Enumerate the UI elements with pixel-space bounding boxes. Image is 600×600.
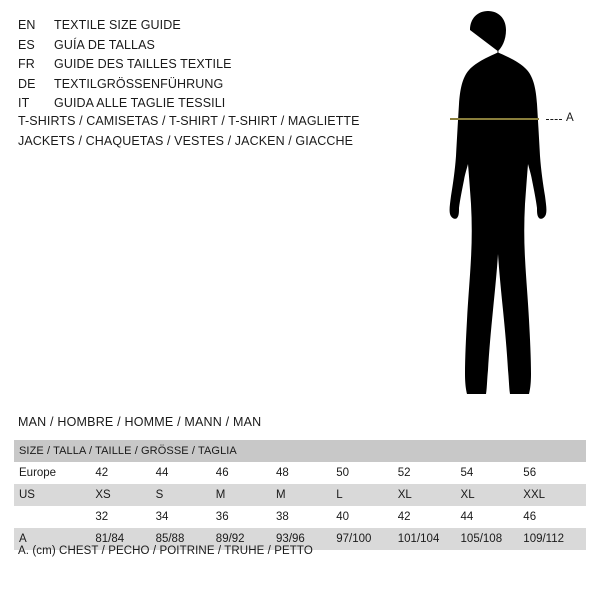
- language-row: [18, 94, 378, 114]
- language-list: [18, 16, 378, 114]
- cell-value: XS: [95, 484, 155, 506]
- category-line-tshirts: T-SHIRTS / CAMISETAS / T-SHIRT / T-SHIRT / MAGLIETTE: [18, 114, 360, 128]
- language-row: [18, 16, 378, 36]
- language-text: GUIDE DES TAILLES TEXTILE: [54, 57, 232, 71]
- cell-value: XL: [461, 484, 524, 506]
- cell-value: 85/88: [156, 528, 216, 550]
- cell-value: 56: [523, 462, 586, 484]
- table-row: [14, 484, 586, 506]
- cell-value: 46: [523, 506, 586, 528]
- cell-value: 105/108: [461, 528, 524, 550]
- row-label: US: [14, 484, 95, 506]
- cell-value: 50: [336, 462, 398, 484]
- language-row: [18, 75, 378, 95]
- cell-value: M: [216, 484, 276, 506]
- cell-value: M: [276, 484, 336, 506]
- cell-value: 48: [276, 462, 336, 484]
- cell-value: 97/100: [336, 528, 398, 550]
- language-row: [18, 55, 378, 75]
- cell-value: 109/112: [523, 528, 586, 550]
- row-label: [14, 506, 95, 528]
- cell-value: XL: [398, 484, 461, 506]
- measure-leader-line: [546, 119, 562, 120]
- row-label: A: [14, 528, 95, 550]
- section-title-man: MAN / HOMBRE / HOMME / MANN / MAN: [18, 415, 262, 429]
- language-row: [18, 36, 378, 56]
- cell-value: 46: [216, 462, 276, 484]
- figure-illustration: [398, 8, 598, 408]
- cell-value: L: [336, 484, 398, 506]
- cell-value: 34: [156, 506, 216, 528]
- cell-value: 36: [216, 506, 276, 528]
- cell-value: 93/96: [276, 528, 336, 550]
- language-code: IT: [18, 96, 30, 110]
- male-silhouette-icon: [398, 8, 598, 408]
- cell-value: S: [156, 484, 216, 506]
- language-code: ES: [18, 37, 35, 52]
- cell-value: 42: [95, 462, 155, 484]
- language-code: EN: [18, 18, 36, 32]
- table-row: [14, 462, 586, 484]
- cell-value: 81/84: [95, 528, 155, 550]
- category-line-jackets: JACKETS / CHAQUETAS / VESTES / JACKEN / GIACCHE: [18, 133, 354, 148]
- table-row: [14, 506, 586, 528]
- language-text: GUÍA DE TALLAS: [54, 37, 155, 52]
- cell-value: 44: [461, 506, 524, 528]
- cell-value: XXL: [523, 484, 586, 506]
- cell-value: 52: [398, 462, 461, 484]
- cell-value: 38: [276, 506, 336, 528]
- cell-value: 89/92: [216, 528, 276, 550]
- language-text: GUIDA ALLE TAGLIE TESSILI: [54, 96, 226, 110]
- category-list: [18, 112, 418, 151]
- language-text: TEXTILGRÖSSENFÜHRUNG: [54, 76, 224, 91]
- cell-value: 42: [398, 506, 461, 528]
- measure-label-a: A: [566, 112, 574, 124]
- cell-value: 44: [156, 462, 216, 484]
- row-label: Europe: [14, 462, 95, 484]
- table-header-label: SIZE / TALLA / TAILLE / GRÖSSE / TAGLIA: [14, 440, 586, 462]
- size-table: [14, 440, 586, 550]
- table-header-row: [14, 440, 586, 462]
- cell-value: 101/104: [398, 528, 461, 550]
- language-code: FR: [18, 57, 35, 71]
- cell-value: 40: [336, 506, 398, 528]
- footnote-chest-measure: A. (cm) CHEST / PECHO / POITRINE / TRUHE / PETTO: [18, 545, 313, 557]
- language-code: DE: [18, 76, 36, 91]
- language-text: TEXTILE SIZE GUIDE: [54, 18, 181, 32]
- cell-value: 54: [461, 462, 524, 484]
- cell-value: 32: [95, 506, 155, 528]
